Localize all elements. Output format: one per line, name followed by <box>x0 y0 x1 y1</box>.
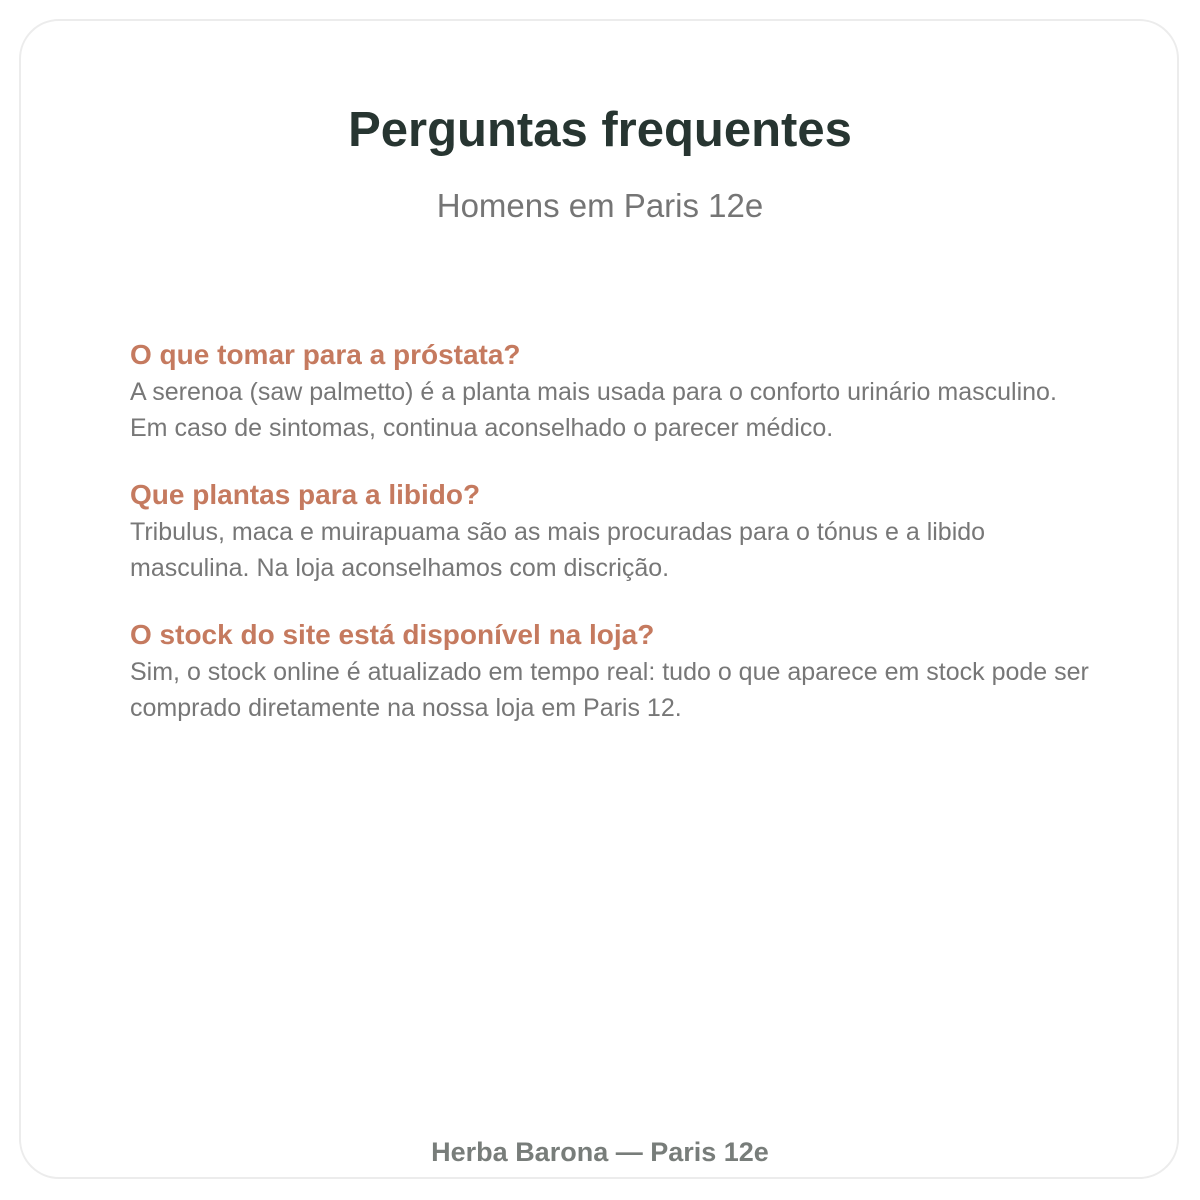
faq-item-prostate <box>130 336 1090 446</box>
faq-list <box>130 336 1090 756</box>
faq-answer: A serenoa (saw palmetto) é a planta mais usada para o conforto urinário masculino. Em caso de sintomas, continua aconselhado o parecer médico. <box>130 378 1057 442</box>
faq-question: O stock do site está disponível na loja? <box>130 619 655 650</box>
faq-question: O que tomar para a próstata? <box>130 339 521 370</box>
faq-item-libido <box>130 476 1090 586</box>
faq-answer: Tribulus, maca e muirapuama são as mais procuradas para o tónus e a libido masculina. Na loja aconselhamos com discrição. <box>130 518 986 582</box>
faq-answer: Sim, o stock online é atualizado em tempo real: tudo o que aparece em stock pode ser comprado diretamente na nossa loja em Paris 12. <box>130 658 1089 722</box>
footer-brand: Herba Barona — Paris 12e <box>431 1137 769 1167</box>
page-subtitle: Homens em Paris 12e <box>436 187 764 224</box>
faq-item-stock <box>130 616 1090 726</box>
page-title: Perguntas frequentes <box>348 103 852 157</box>
faq-question: Que plantas para a libido? <box>130 479 481 510</box>
